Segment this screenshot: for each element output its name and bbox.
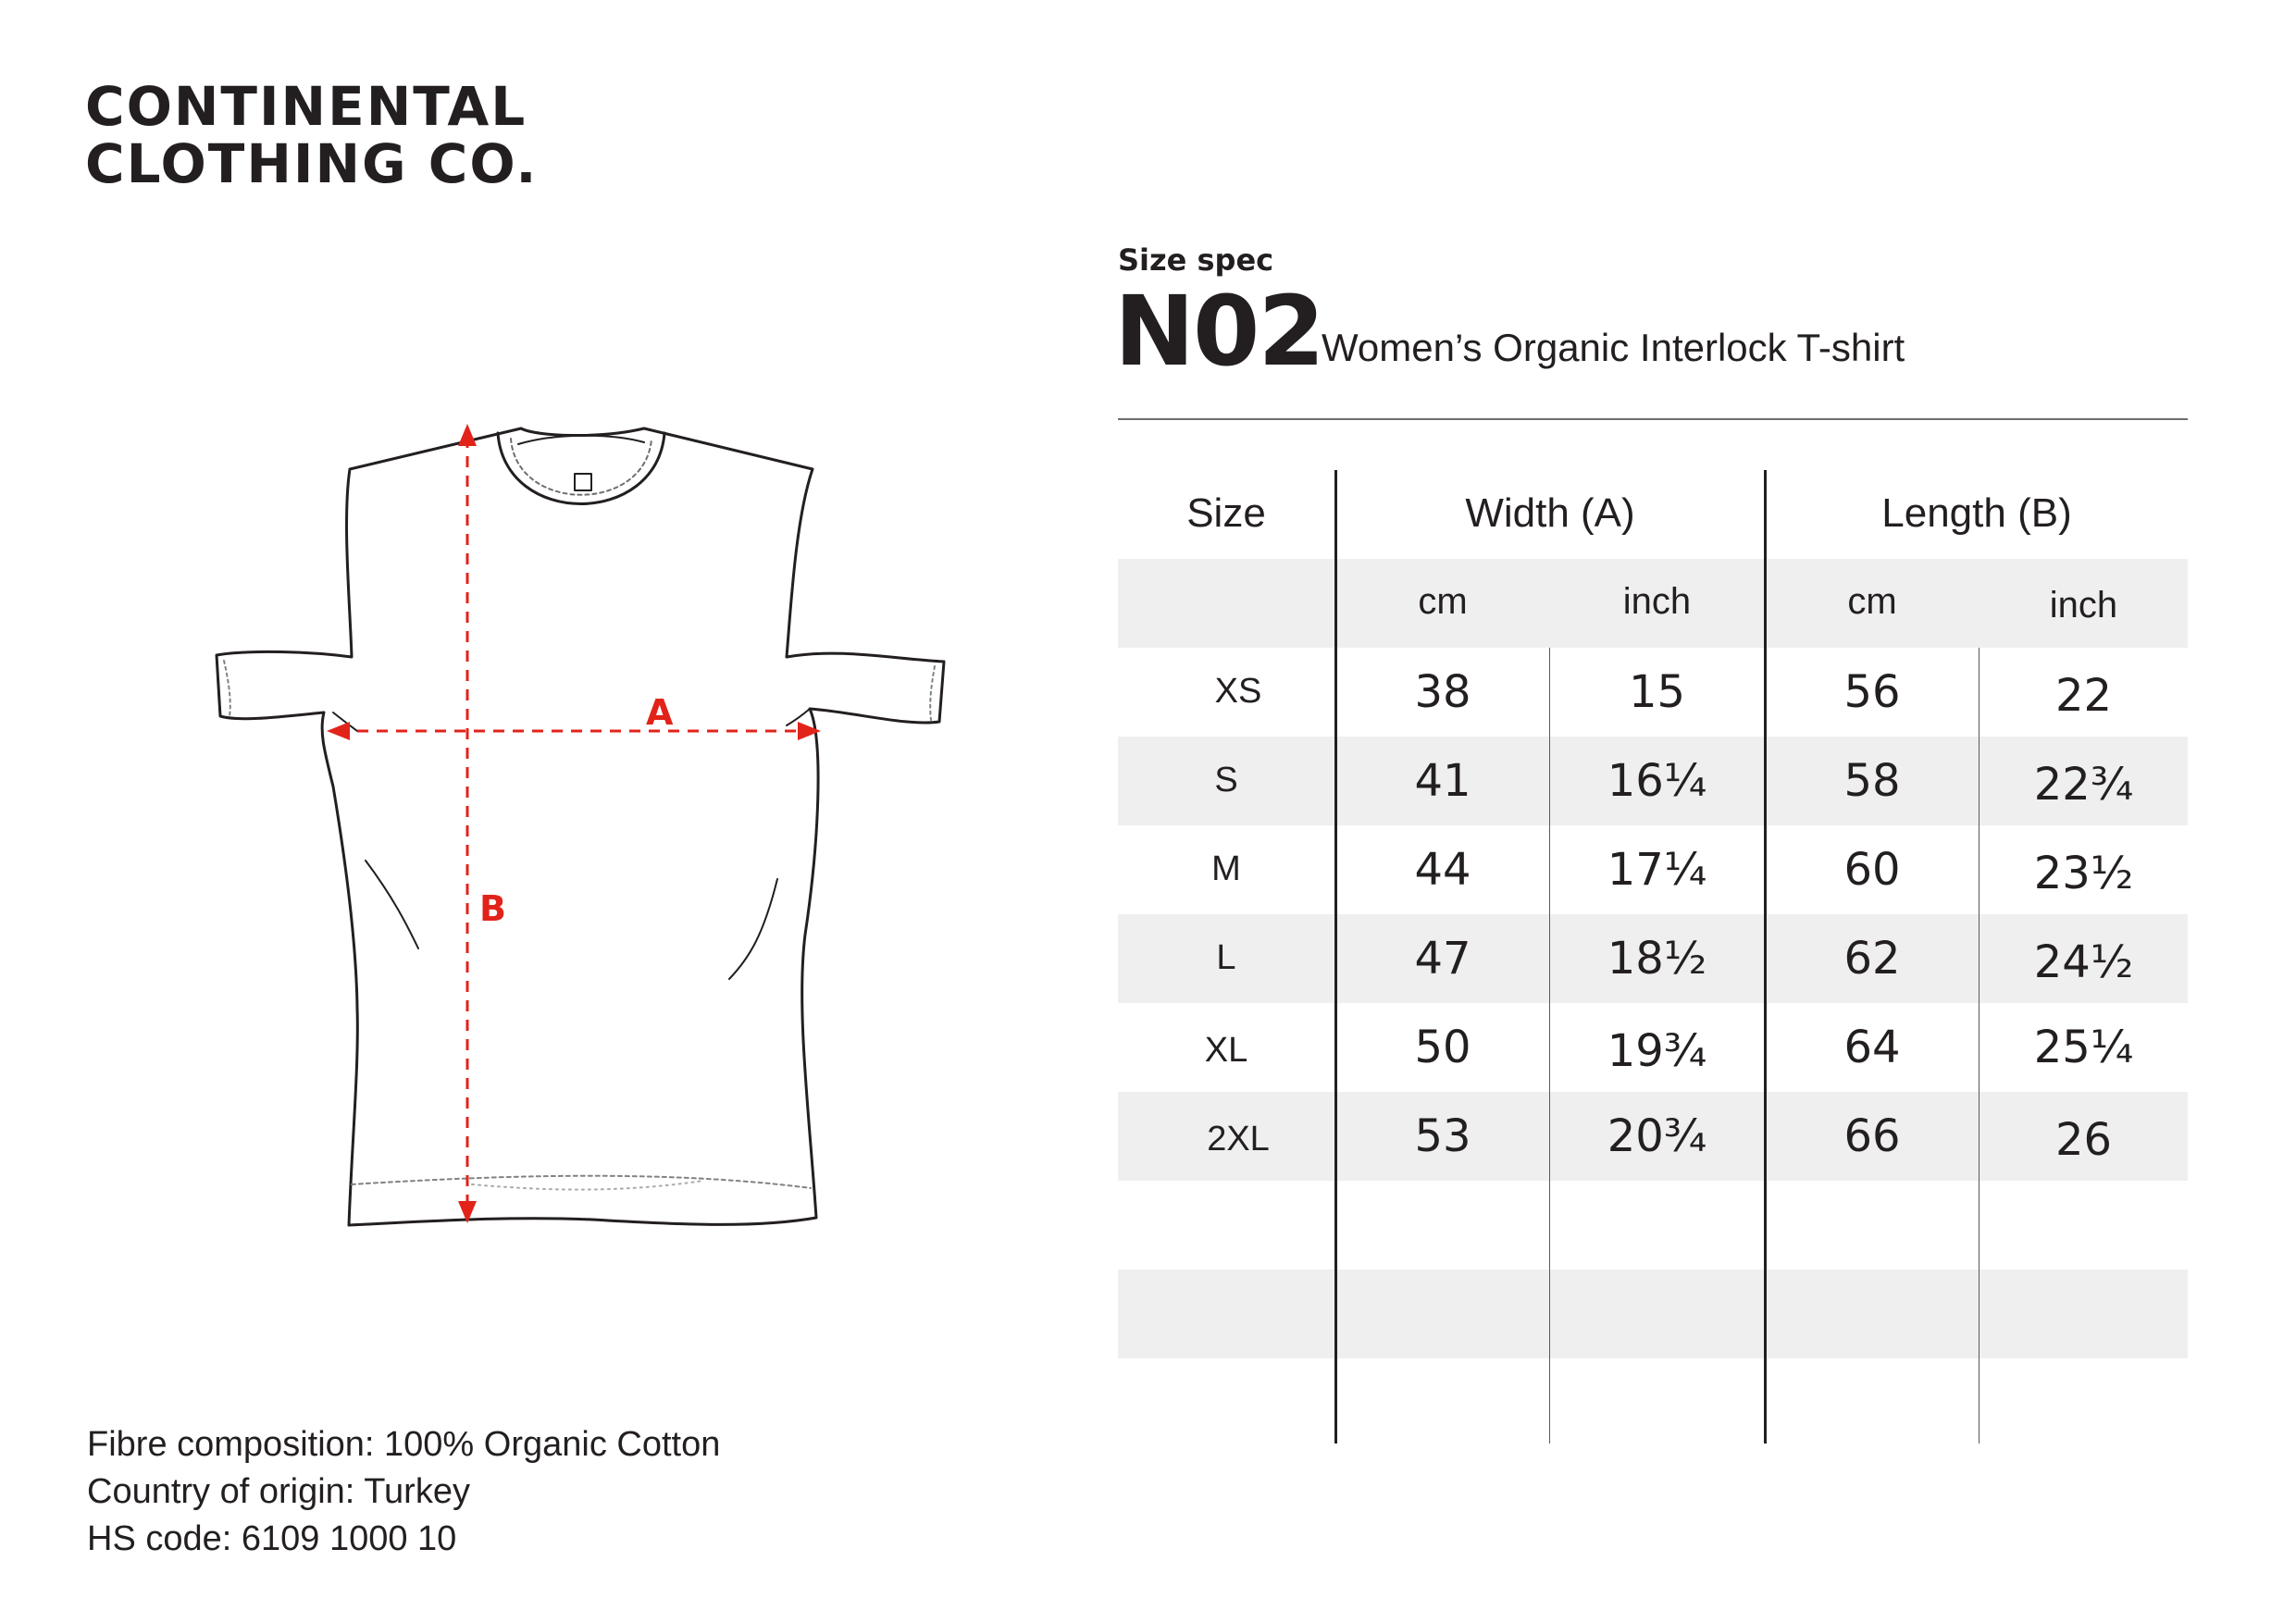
- header-width: Width (A): [1465, 490, 1635, 536]
- length-cm-value: 58: [1843, 755, 1901, 807]
- size-label: L: [1216, 938, 1236, 977]
- unit-width-cm: cm: [1418, 581, 1468, 622]
- length-cm-value: 56: [1843, 666, 1901, 718]
- brand-logo: [85, 75, 539, 195]
- length-cm-value: 62: [1843, 933, 1901, 985]
- unit-length-inch: inch: [2049, 585, 2118, 626]
- width-cm-value: 50: [1414, 1022, 1471, 1073]
- product-code: N02: [1114, 275, 1323, 388]
- width-cm-value: 53: [1414, 1110, 1471, 1162]
- length-inch-value: 25¼: [2033, 1022, 2134, 1073]
- width-cm-value: 41: [1414, 755, 1471, 807]
- tshirt-outline: [217, 428, 944, 1225]
- length-inch-value: 22: [2054, 670, 2113, 722]
- size-label: M: [1211, 849, 1241, 888]
- tshirt-diagram: [204, 416, 962, 1231]
- length-inch-value: 23½: [2033, 848, 2134, 899]
- size-label: 2XL: [1207, 1120, 1270, 1158]
- size-table: [1118, 470, 2188, 1443]
- brand-line-2: CLOTHING CO.: [85, 132, 539, 195]
- measure-label-a: A: [646, 692, 674, 733]
- size-label: S: [1214, 761, 1238, 799]
- width-cm-value: 47: [1414, 933, 1471, 985]
- product-notes: [87, 1421, 720, 1563]
- tshirt-drawing: [204, 416, 962, 1231]
- width-inch-value: 20¾: [1607, 1110, 1707, 1162]
- brand-line-1: CONTINENTAL: [85, 75, 527, 138]
- length-inch-value: 24½: [2033, 936, 2134, 988]
- size-label: XL: [1204, 1031, 1248, 1070]
- row-band: [1118, 1270, 2188, 1358]
- unit-length-cm: cm: [1847, 581, 1897, 622]
- unit-width-inch: inch: [1622, 581, 1692, 622]
- width-inch-value: 15: [1628, 666, 1686, 718]
- length-cm-value: 66: [1843, 1110, 1901, 1162]
- width-inch-value: 18½: [1607, 933, 1707, 985]
- width-inch-value: 19¾: [1607, 1025, 1707, 1077]
- length-inch-value: 26: [2054, 1114, 2113, 1166]
- length-inch-value: 22¾: [2033, 759, 2134, 811]
- fibre-composition: Fibre composition: 100% Organic Cotton: [87, 1425, 721, 1464]
- spec-label: Size spec: [1118, 242, 1274, 278]
- title-divider: [1118, 418, 2188, 420]
- hs-code: HS code: 6109 1000 10: [87, 1519, 457, 1558]
- length-cm-value: 60: [1843, 844, 1901, 896]
- width-cm-value: 44: [1414, 844, 1471, 896]
- length-cm-value: 64: [1843, 1022, 1901, 1073]
- width-cm-value: 38: [1414, 666, 1471, 718]
- country-of-origin: Country of origin: Turkey: [87, 1472, 470, 1511]
- measure-label-b: B: [479, 888, 506, 929]
- header-size: Size: [1186, 490, 1266, 536]
- width-inch-value: 16¼: [1607, 755, 1707, 807]
- size-label: XS: [1214, 672, 1262, 711]
- header-length: Length (B): [1881, 490, 2072, 536]
- product-name: Women’s Organic Interlock T-shirt: [1322, 326, 1905, 369]
- width-inch-value: 17¼: [1607, 844, 1707, 896]
